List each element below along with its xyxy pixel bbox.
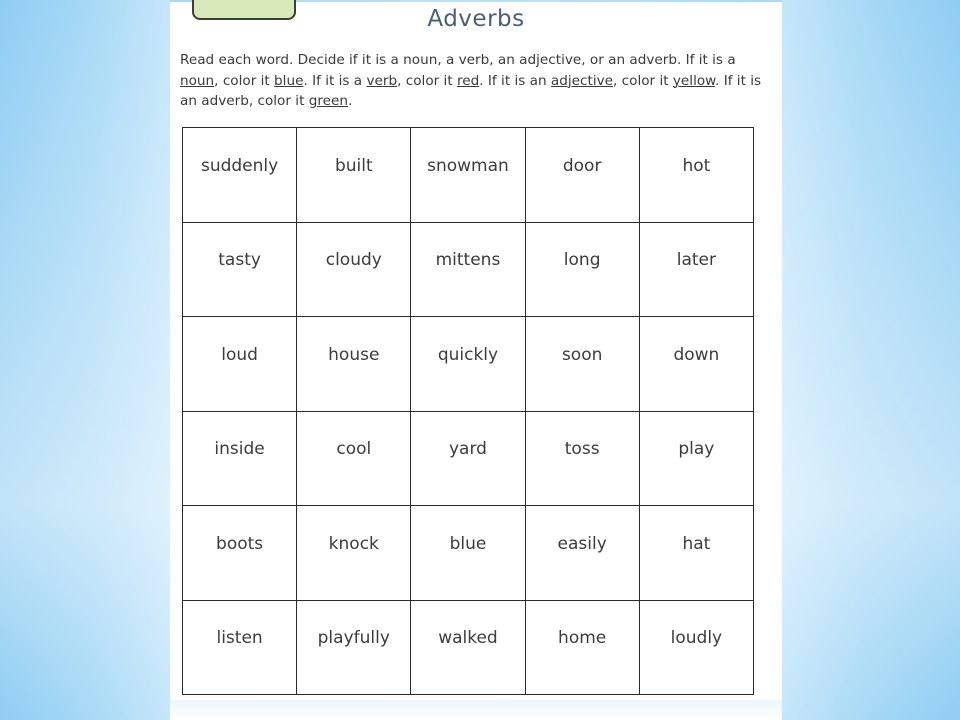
instr-part-7: . If it is an adverb, color it <box>180 72 762 109</box>
instr-blue: blue <box>274 72 304 89</box>
instr-part-3: . If it is a <box>303 72 367 89</box>
instr-part-4: , color it <box>397 72 457 89</box>
word-cell[interactable]: suddenly <box>183 128 297 223</box>
word-cell[interactable]: loud <box>183 317 297 412</box>
word-cell[interactable]: mittens <box>411 222 525 317</box>
word-cell[interactable]: tasty <box>183 222 297 317</box>
instr-adjective: adjective <box>550 72 614 89</box>
word-cell[interactable]: knock <box>297 506 411 601</box>
word-cell[interactable]: long <box>525 222 639 317</box>
worksheet-title: Adverbs <box>427 6 525 32</box>
instr-part-2: , color it <box>214 72 275 89</box>
background-left-panel <box>0 0 170 720</box>
background-bottom-strip <box>170 700 782 720</box>
word-cell[interactable]: snowman <box>411 128 525 223</box>
grid-row <box>183 317 754 412</box>
grid-row <box>183 600 754 695</box>
word-cell[interactable]: easily <box>525 506 639 601</box>
worksheet-page <box>170 2 782 700</box>
word-cell[interactable]: door <box>525 128 639 223</box>
instr-part-1: Read each word. Decide if it is a noun, a verb, an adjective, or an adverb. If it is a <box>180 52 736 68</box>
instr-part-6: , color it <box>613 72 673 89</box>
instr-part-5: . If it is an <box>479 72 551 89</box>
instructions-text <box>180 50 770 112</box>
word-cell[interactable]: toss <box>525 411 639 506</box>
word-cell[interactable]: down <box>639 317 753 412</box>
word-cell[interactable]: home <box>525 600 639 695</box>
instr-noun: noun <box>180 72 215 89</box>
word-cell[interactable]: loudly <box>639 600 753 695</box>
word-cell[interactable]: yard <box>411 411 525 506</box>
instr-verb: verb <box>366 72 398 89</box>
word-cell[interactable]: later <box>639 222 753 317</box>
word-cell[interactable]: hat <box>639 506 753 601</box>
word-cell[interactable]: listen <box>183 600 297 695</box>
background-right-panel <box>782 0 960 720</box>
instr-red: red <box>456 72 480 89</box>
word-cell[interactable]: blue <box>411 506 525 601</box>
word-cell[interactable]: inside <box>183 411 297 506</box>
grid-row <box>183 506 754 601</box>
word-cell[interactable]: quickly <box>411 317 525 412</box>
instr-green: green <box>308 93 348 109</box>
word-cell[interactable]: boots <box>183 506 297 601</box>
grid-row <box>183 222 754 317</box>
grid-row <box>183 128 754 223</box>
word-cell[interactable]: playfully <box>297 600 411 695</box>
word-grid <box>182 127 754 695</box>
word-cell[interactable]: walked <box>411 600 525 695</box>
word-cell[interactable]: soon <box>525 317 639 412</box>
grid-row <box>183 411 754 506</box>
word-cell[interactable]: play <box>639 411 753 506</box>
word-cell[interactable]: hot <box>639 128 753 223</box>
instr-yellow: yellow <box>672 72 716 89</box>
word-cell[interactable]: built <box>297 128 411 223</box>
instr-part-8: . <box>347 93 353 109</box>
word-cell[interactable]: house <box>297 317 411 412</box>
word-cell[interactable]: cool <box>297 411 411 506</box>
word-cell[interactable]: cloudy <box>297 222 411 317</box>
